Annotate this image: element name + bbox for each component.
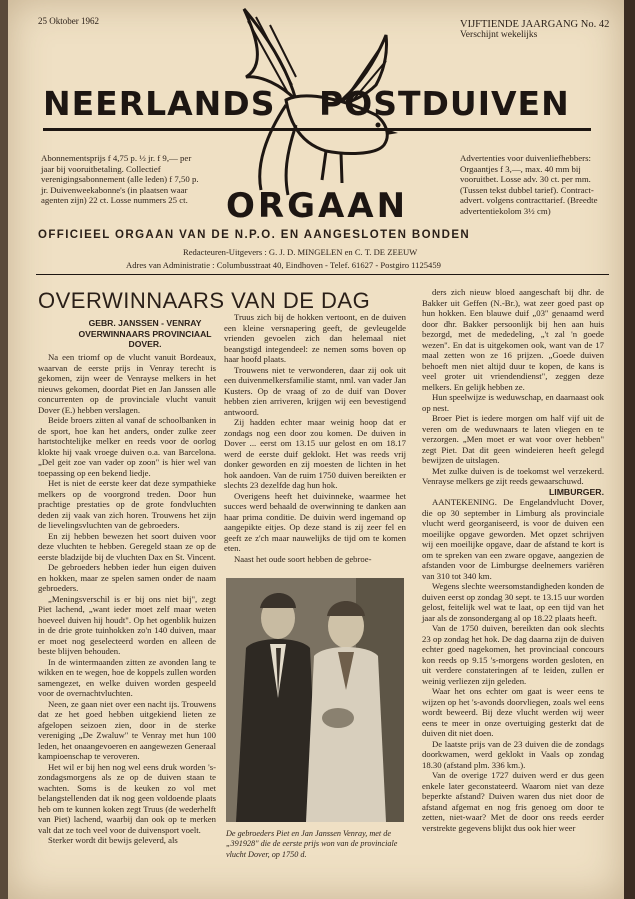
paragraph: Na een triomf op de vlucht vanuit Bordeaux, waarvan de eerste prijs in Venray terecht is gekomen, zijn weer de Venrayse melkers in het nieuws gekomen, doordat Piet en Jan Janssen alle concurrenten op de provinciale vlucht vanuit Dover (E.) hebben verslagen. (38, 352, 216, 415)
paragraph: Van de overige 1727 duiven werd er dus geen enkele later geconstateerd. Waarom niet van deze beperkte afstand? Duiven waren dus niet door de afstand afgemat en nog fris genoeg om door te zetten, niet-waar? Met de door ons reeds eerder verstrekte gegevens blijkt dus ook hier weer (422, 770, 604, 833)
paragraph: „Meningsverschil is er bij ons niet bij", zegt Piet lachend, „want ieder moet zelf maar weten hoeveel duiven hij houdt". Op het ogenblik huizen in de drie grote tuinhokken zo'n 140 duiven, maar er moet nog geselecteerd worden en alleen de beste blijven behouden. (38, 593, 216, 656)
paragraph: Beide broers zitten al vanaf de schoolbanken in de sport, hoe kan het anders, onder zulke zeer hartstochtelijke melker en reeds voor de oorlog klokte hij vaak vroege duiven o.a. van Barcelona. „Del geit zoe van vader op zoon" is hier wel van toepassing op een bekend liedje. (38, 415, 216, 478)
paragraph: AANTEKENING. De Engelandvlucht Dover, die op 30 september in Limburg als provinciale vlucht werd georganiseerd, is voor de duiven een moeilijke opgave geworden. Met opzet schrijven wij een moeilijke opgave, daar de afstand te kort is om te spreken van een zware opgave, aangezien de afstanden voor de Limburgse deelnemers variëren van 310 tot 340 km. (422, 497, 604, 581)
paragraph: Met zulke duiven is de toekomst wel verzekerd. Venrayse melkers ge zijt reeds gewaarschuwd. (422, 465, 604, 486)
photo-figures-icon (226, 578, 404, 822)
editors-line: Redacteuren-Uitgevers : G. J. D. MINGELEN en C. T. DE ZEEUW (183, 247, 418, 257)
subscription-info: Abonnementsprijs f 4,75 p. ½ jr. f 9,— per jaar bij vooruitbetaling. Collectief verenigingsabonnement (alle leden) f 7,50 p. jr. Duivenweekabonne's (in plaatsen waar agenten zijn) 22 ct. Losse nummers 25 ct. (41, 153, 199, 206)
newspaper-page (8, 0, 624, 899)
paragraph: Van de 1750 duiven, bereikten dan ook slechts 23 op zondag het hok. De dag daarna zijn de duiven echter goed nagekomen, het provinciaal concours kon reeds op 9.15 's-morgens worden gesloten, en uit verdere constateringen af te leiden, zullen er weinig verliezen zijn geleden. (422, 623, 604, 686)
column-2 (224, 312, 406, 564)
paragraph: Naast het oude soort hebben de gebroe- (234, 553, 372, 564)
paragraph: En zij hebben bewezen het soort duiven voor deze vluchten te hebben. Geregeld staan ze op de eerste bladzijde bij de vluchten Dax en St. Vincent. (38, 530, 216, 562)
frequency-note: Verschijnt wekelijks (460, 30, 538, 40)
paragraph: Trouwens niet te verwonderen, daar zij ook uit een duivenmelkersfamilie stamt, nml. van vader Jan Kusters. Op de vraag of zo de duif van Dover hebben zien arriveren, krijgen wij een bevestigend antwoord. (224, 364, 406, 417)
photo-caption: De gebroeders Piet en Jan Janssen Venray, met de „391928" die de eerste prijs won van de provinciale vlucht Dover, op 1750 d. (226, 829, 398, 859)
paragraph: Broer Piet is iedere morgen om half vijf uit de veren om de weduwnaars te laten vliegen en te verzorgen. „Men moet er wat voor over hebben" zegt Piet. Dat dit geen windeieren heeft gelegd bewijzen de uitslagen. (422, 413, 604, 465)
section-heading: LIMBURGER. (548, 486, 604, 497)
tagline: OFFICIEEL ORGAAN VAN DE N.P.O. EN AANGESLOTEN BONDEN (38, 229, 471, 241)
paragraph: Zij hadden echter maar weinig hoop dat er zondags nog een door zou komen. De duiven in Dover ... eerst om 13.15 uur gelost en om 18.17 werd de eerste duif geklokt. Het was reeds vrij donker geworden en zij moesten de lichten in het hok aandoen. Van de ruim 1750 duiven bereikten er slechts 23 dezelfde dag hun hok. (224, 417, 406, 490)
paragraph: Hun speelwijze is weduwschap, en daarnaast ook op nest. (422, 392, 604, 413)
paragraph: In de wintermaanden zitten ze avonden lang te wikken en te wegen, hoe de koppels zullen worden samengezet, en welke duiven worden gespeeld voor de overnachtvluchten. (38, 656, 216, 698)
paragraph: Neen, ze gaan niet over een nacht ijs. Trouwens dat ze het goed hebben uitgekiend lieten ze afgelopen seizoen zien, door in de sterke vereniging „De Zwaluw" te Venray met hun 100 leden, het onaangevoeren en aangewezen Generaal kampioenschap te veroveren. (38, 698, 216, 761)
paragraph: Het is niet de eerste keer dat deze sympathieke melkers op de voorgrond treden. Door hun prachtige prestaties op de grote fondvluchten deden zij vaak van zich horen. Trouwens het zijn de lievelingsvluchten van de gebroeders. (38, 478, 216, 530)
masthead-title-right: POSTDUIVEN (319, 84, 570, 123)
column-3 (422, 287, 604, 833)
paragraph: De gebroeders hebben ieder hun eigen duiven en hokken, maar ze spelen samen onder de naam gebroeders. (38, 562, 216, 593)
admin-address: Adres van Administratie : Columbusstraat 40, Eindhoven - Telef. 61627 - Postgiro 1125459 (126, 260, 441, 270)
paragraph: Waar het ons echter om gaat is weer eens te wijzen op het 's-avonds doorvliegen, zoals wel eens wordt beweerd. Bij deze vlucht werden wij weer eens te meer in onze overtuiging gesterkt dat de duiven dit niet doen. (422, 686, 604, 738)
article-kop: GEBR. JANSSEN - VENRAY OVERWINNAARS PROVINCIAAL DOVER. (78, 318, 212, 350)
issue-info (460, 19, 609, 41)
binding-edge (624, 0, 635, 899)
paragraph: Truus zich bij de hokken vertoont, en de duiven een kleine versnapering geeft, de gevleugelde vrienden gevoelen zich dan helemaal niet beangstigd integendeel: ze nemen soms boven op haar hoofd plaats. (224, 312, 406, 364)
header-divider (36, 274, 609, 275)
column-1 (38, 352, 216, 846)
paragraph: Wegens slechte weersomstandigheden konden de duiven eerst op zondag 30 sept. te 13.15 uur worden gelost, feitelijk wel wat te laat, op een tijd van het jaar als de zonsondergang al op 18.22 plaats heeft. (422, 581, 604, 623)
advertising-info: Advertenties voor duivenliefhebbers: Orgaantjes f 3,—, max. 40 mm bij vooruitbet. Losse adv. 30 ct. per mm. (Tussen tekst dubbel tarief). Contract-advert. volgens contracttarief. (Breedte advertentiekolom 3½ cm) (460, 153, 598, 216)
paragraph: Het wil er bij hen nog wel eens druk worden 's-zondagsmorgens als ze op de duiven staan te wachten. Soms is de keuken zo vol met belangstellenden dat ik nog geen voldoende plaats heb om te kunnen koken zegt Truus (de wederhelft van Piet) lachend, waarbij dan ook op te merken valt dat ze toch veel voor de duivensport voelt. (38, 761, 216, 835)
paragraph: Sterker wordt dit bewijs geleverd, als (48, 835, 178, 845)
masthead-title-left: NEERLANDS (43, 84, 276, 123)
paragraph: Overigens heeft het duivinneke, waarmee het succes werd behaald de overwinning te danken aan haar prima conditie. De duivin werd ingemand op aangepikte eitjes. Op deze stand is zij zeer fel en geeft ze z'ch maar nauwelijks de tijd om te komen eten. (224, 490, 406, 553)
photo-janssen-brothers (226, 578, 404, 822)
masthead-rule (43, 128, 591, 131)
article-title: OVERWINNAARS VAN DE DAG (38, 288, 371, 313)
paragraph: De laatste prijs van de 23 duiven die de zondags doorkwamen, werd geklokt in Vaals op zondag 18.30 (afstand plm. 336 km.). (422, 738, 604, 770)
masthead-subtitle: ORGAAN (226, 186, 409, 226)
issue-date: 25 Oktober 1962 (38, 16, 99, 26)
volume-number: VIJFTIENDE JAARGANG No. 42 (460, 19, 610, 30)
paragraph: ders zich nieuw bloed aangeschaft bij dhr. de Bakker uit Geffen (N.-Br.), wat zeer goed past op hun hokken. Een blauwe duif „03" genaamd werd door dhr. Bakker persoonlijk bij hen aan huis bezorgd, met de mededeling, „'t zal 'n goede wezen". En dat is uitgekomen ook, want van de 17 maal zetten won ze 16 prijzen. „Goede duiven behoeft men niet altijd duur te kopen, de kans is veel groter uit vriendendienst", zeggen deze melkers. En gelijk hebben ze. (422, 287, 604, 392)
